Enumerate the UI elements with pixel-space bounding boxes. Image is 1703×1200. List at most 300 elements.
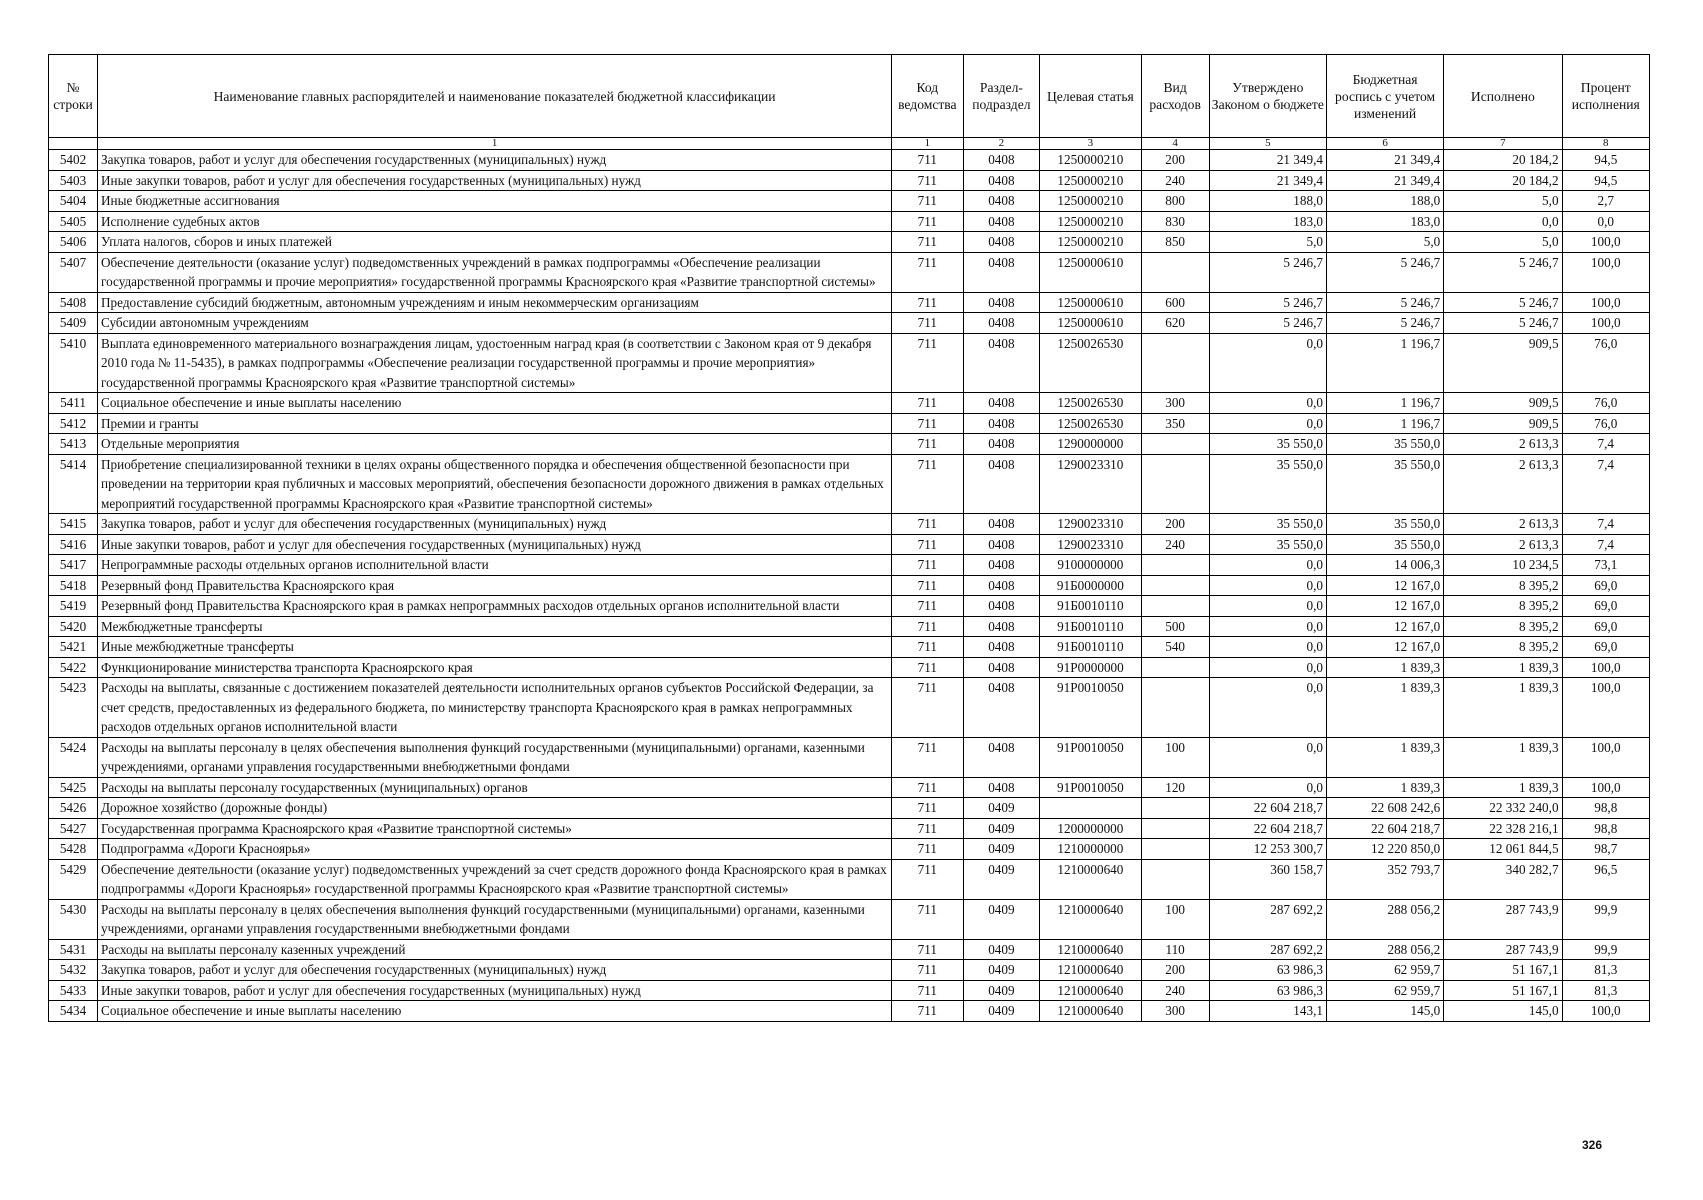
table-row: [49, 434, 1650, 455]
dept-code: 711: [892, 798, 963, 819]
row-number: 5434: [49, 1001, 98, 1022]
section-code: 0408: [963, 777, 1040, 798]
row-number: 5409: [49, 313, 98, 334]
target-code: 9100000000: [1040, 555, 1141, 576]
row-number: 5421: [49, 637, 98, 658]
expense-type: 100: [1141, 737, 1209, 777]
section-code: 0408: [963, 616, 1040, 637]
execution-percent: 98,7: [1562, 839, 1649, 860]
budget-table: [48, 54, 1650, 1022]
row-number: 5412: [49, 413, 98, 434]
budget-sheet: [48, 54, 1650, 1022]
section-code: 0408: [963, 413, 1040, 434]
section-code: 0408: [963, 232, 1040, 253]
section-code: 0409: [963, 960, 1040, 981]
revised-amount: 12 167,0: [1326, 616, 1443, 637]
execution-percent: 7,4: [1562, 434, 1649, 455]
column-number: 8: [1562, 138, 1649, 150]
target-code: 1210000640: [1040, 1001, 1141, 1022]
target-code: 1250000210: [1040, 170, 1141, 191]
table-row: [49, 980, 1650, 1001]
expense-type: 620: [1141, 313, 1209, 334]
row-name: Предоставление субсидий бюджетным, автономным учреждениям и иным некоммерческим организациям: [98, 292, 892, 313]
target-code: 1250000610: [1040, 313, 1141, 334]
table-row: [49, 170, 1650, 191]
expense-type: [1141, 252, 1209, 292]
approved-amount: 35 550,0: [1209, 514, 1326, 535]
executed-amount: 8 395,2: [1444, 575, 1562, 596]
revised-amount: 35 550,0: [1326, 534, 1443, 555]
executed-amount: 22 328 216,1: [1444, 818, 1562, 839]
approved-amount: 0,0: [1209, 737, 1326, 777]
executed-amount: 8 395,2: [1444, 596, 1562, 617]
dept-code: 711: [892, 657, 963, 678]
column-number: 7: [1444, 138, 1562, 150]
section-code: 0408: [963, 657, 1040, 678]
row-number: 5411: [49, 393, 98, 414]
executed-amount: 287 743,9: [1444, 899, 1562, 939]
row-number: 5410: [49, 333, 98, 393]
header-row-no: № строки: [49, 55, 98, 138]
table-row: [49, 575, 1650, 596]
execution-percent: 99,9: [1562, 899, 1649, 939]
target-code: 1210000000: [1040, 839, 1141, 860]
revised-amount: 1 196,7: [1326, 393, 1443, 414]
revised-amount: 35 550,0: [1326, 454, 1443, 514]
execution-percent: 76,0: [1562, 333, 1649, 393]
section-code: 0408: [963, 575, 1040, 596]
executed-amount: 2 613,3: [1444, 514, 1562, 535]
target-code: 1290023310: [1040, 514, 1141, 535]
row-name: Приобретение специализированной техники в целях охраны общественного порядка и обеспечения общественной безопасности при проведении на территории края публичных и массовых мероприятий, обеспечения безопасности дорожного движения в рамках отдельных мероприятий государственной программы Красноярского края «Развитие транспортной системы»: [98, 454, 892, 514]
executed-amount: 5 246,7: [1444, 252, 1562, 292]
executed-amount: 1 839,3: [1444, 678, 1562, 738]
row-number: 5403: [49, 170, 98, 191]
approved-amount: 21 349,4: [1209, 170, 1326, 191]
dept-code: 711: [892, 555, 963, 576]
table-body: [49, 150, 1650, 1022]
revised-amount: 21 349,4: [1326, 150, 1443, 171]
section-code: 0409: [963, 1001, 1040, 1022]
revised-amount: 21 349,4: [1326, 170, 1443, 191]
revised-amount: 1 839,3: [1326, 678, 1443, 738]
revised-amount: 12 220 850,0: [1326, 839, 1443, 860]
row-number: 5408: [49, 292, 98, 313]
revised-amount: 1 839,3: [1326, 777, 1443, 798]
row-name: Социальное обеспечение и иные выплаты населению: [98, 393, 892, 414]
expense-type: [1141, 575, 1209, 596]
executed-amount: 20 184,2: [1444, 170, 1562, 191]
table-row: [49, 678, 1650, 738]
approved-amount: 35 550,0: [1209, 454, 1326, 514]
dept-code: 711: [892, 859, 963, 899]
execution-percent: 96,5: [1562, 859, 1649, 899]
section-code: 0408: [963, 637, 1040, 658]
table-row: [49, 150, 1650, 171]
table-row: [49, 211, 1650, 232]
expense-type: 240: [1141, 534, 1209, 555]
execution-percent: 2,7: [1562, 191, 1649, 212]
table-row: [49, 899, 1650, 939]
dept-code: 711: [892, 777, 963, 798]
column-number: 1: [892, 138, 963, 150]
table-row: [49, 514, 1650, 535]
dept-code: 711: [892, 939, 963, 960]
table-row: [49, 333, 1650, 393]
revised-amount: 5,0: [1326, 232, 1443, 253]
approved-amount: 0,0: [1209, 393, 1326, 414]
expense-type: 800: [1141, 191, 1209, 212]
row-name: Обеспечение деятельности (оказание услуг) подведомственных учреждений за счет средств дорожного фонда Красноярского края в рамках подпрограммы «Дороги Красноярья» государственной программы Красноярского края «Развитие транспортной системы»: [98, 859, 892, 899]
executed-amount: 2 613,3: [1444, 434, 1562, 455]
table-row: [49, 534, 1650, 555]
column-number: 1: [98, 138, 892, 150]
executed-amount: 909,5: [1444, 393, 1562, 414]
expense-type: 120: [1141, 777, 1209, 798]
revised-amount: 1 196,7: [1326, 413, 1443, 434]
target-code: 91Б0010110: [1040, 616, 1141, 637]
row-number: 5433: [49, 980, 98, 1001]
row-number: 5431: [49, 939, 98, 960]
execution-percent: 100,0: [1562, 232, 1649, 253]
expense-type: 100: [1141, 899, 1209, 939]
dept-code: 711: [892, 839, 963, 860]
revised-amount: 352 793,7: [1326, 859, 1443, 899]
section-code: 0408: [963, 170, 1040, 191]
executed-amount: 909,5: [1444, 413, 1562, 434]
dept-code: 711: [892, 678, 963, 738]
table-row: [49, 1001, 1650, 1022]
dept-code: 711: [892, 616, 963, 637]
header-revised: Бюджетная роспись с учетом изменений: [1326, 55, 1443, 138]
target-code: 91Б0010110: [1040, 596, 1141, 617]
section-code: 0408: [963, 313, 1040, 334]
target-code: 1250000210: [1040, 191, 1141, 212]
row-name: Обеспечение деятельности (оказание услуг) подведомственных учреждений в рамках подпрограммы «Обеспечение реализации государственной программы и прочие мероприятия» государственной программы Красноярского края «Развитие транспортной системы»: [98, 252, 892, 292]
target-code: 1210000640: [1040, 939, 1141, 960]
table-row: [49, 777, 1650, 798]
executed-amount: 8 395,2: [1444, 637, 1562, 658]
dept-code: 711: [892, 393, 963, 414]
approved-amount: 5 246,7: [1209, 292, 1326, 313]
row-name: Иные закупки товаров, работ и услуг для обеспечения государственных (муниципальных) нужд: [98, 170, 892, 191]
expense-type: 240: [1141, 980, 1209, 1001]
target-code: 91Р0010050: [1040, 737, 1141, 777]
target-code: 1250000610: [1040, 252, 1141, 292]
column-number: [49, 138, 98, 150]
execution-percent: 73,1: [1562, 555, 1649, 576]
revised-amount: 35 550,0: [1326, 514, 1443, 535]
expense-type: 240: [1141, 170, 1209, 191]
expense-type: 830: [1141, 211, 1209, 232]
execution-percent: 94,5: [1562, 170, 1649, 191]
approved-amount: 0,0: [1209, 413, 1326, 434]
header-target: Целевая статья: [1040, 55, 1141, 138]
approved-amount: 287 692,2: [1209, 899, 1326, 939]
row-number: 5420: [49, 616, 98, 637]
header-exp-type: Вид расходов: [1141, 55, 1209, 138]
approved-amount: 188,0: [1209, 191, 1326, 212]
row-number: 5426: [49, 798, 98, 819]
row-name: Подпрограмма «Дороги Красноярья»: [98, 839, 892, 860]
revised-amount: 183,0: [1326, 211, 1443, 232]
dept-code: 711: [892, 413, 963, 434]
section-code: 0408: [963, 555, 1040, 576]
row-name: Государственная программа Красноярского края «Развитие транспортной системы»: [98, 818, 892, 839]
dept-code: 711: [892, 980, 963, 1001]
header-percent: Процент исполнения: [1562, 55, 1649, 138]
approved-amount: 183,0: [1209, 211, 1326, 232]
table-row: [49, 637, 1650, 658]
execution-percent: 81,3: [1562, 980, 1649, 1001]
revised-amount: 5 246,7: [1326, 252, 1443, 292]
table-row: [49, 960, 1650, 981]
expense-type: 110: [1141, 939, 1209, 960]
row-number: 5429: [49, 859, 98, 899]
table-row: [49, 818, 1650, 839]
target-code: 91Б0000000: [1040, 575, 1141, 596]
executed-amount: 22 332 240,0: [1444, 798, 1562, 819]
revised-amount: 188,0: [1326, 191, 1443, 212]
table-row: [49, 393, 1650, 414]
approved-amount: 0,0: [1209, 657, 1326, 678]
section-code: 0408: [963, 678, 1040, 738]
approved-amount: 35 550,0: [1209, 534, 1326, 555]
executed-amount: 287 743,9: [1444, 939, 1562, 960]
dept-code: 711: [892, 252, 963, 292]
section-code: 0408: [963, 252, 1040, 292]
row-number: 5422: [49, 657, 98, 678]
approved-amount: 63 986,3: [1209, 980, 1326, 1001]
revised-amount: 62 959,7: [1326, 960, 1443, 981]
section-code: 0408: [963, 596, 1040, 617]
row-number: 5413: [49, 434, 98, 455]
row-name: Выплата единовременного материального вознаграждения лицам, удостоенным наград края (в соответствии с Законом края от 9 декабря 2010 года № 11-5435), в рамках подпрограммы «Обеспечение реализации государственной программы и прочие мероприятия» государственной программы Красноярского края «Развитие транспортной системы»: [98, 333, 892, 393]
dept-code: 711: [892, 534, 963, 555]
section-code: 0408: [963, 454, 1040, 514]
expense-type: [1141, 454, 1209, 514]
dept-code: 711: [892, 454, 963, 514]
execution-percent: 100,0: [1562, 657, 1649, 678]
target-code: 1290000000: [1040, 434, 1141, 455]
row-number: 5428: [49, 839, 98, 860]
execution-percent: 7,4: [1562, 514, 1649, 535]
row-number: 5402: [49, 150, 98, 171]
table-row: [49, 798, 1650, 819]
section-code: 0408: [963, 191, 1040, 212]
row-name: Дорожное хозяйство (дорожные фонды): [98, 798, 892, 819]
target-code: 1210000640: [1040, 960, 1141, 981]
row-name: Иные бюджетные ассигнования: [98, 191, 892, 212]
revised-amount: 1 839,3: [1326, 737, 1443, 777]
dept-code: 711: [892, 960, 963, 981]
target-code: 1200000000: [1040, 818, 1141, 839]
approved-amount: 0,0: [1209, 777, 1326, 798]
revised-amount: 14 006,3: [1326, 555, 1443, 576]
row-number: 5430: [49, 899, 98, 939]
expense-type: [1141, 818, 1209, 839]
expense-type: [1141, 657, 1209, 678]
row-number: 5407: [49, 252, 98, 292]
row-name: Резервный фонд Правительства Красноярского края: [98, 575, 892, 596]
revised-amount: 12 167,0: [1326, 575, 1443, 596]
target-code: 91Р0010050: [1040, 678, 1141, 738]
row-number: 5405: [49, 211, 98, 232]
revised-amount: 288 056,2: [1326, 939, 1443, 960]
executed-amount: 1 839,3: [1444, 777, 1562, 798]
row-number: 5414: [49, 454, 98, 514]
approved-amount: 0,0: [1209, 596, 1326, 617]
approved-amount: 0,0: [1209, 616, 1326, 637]
expense-type: 300: [1141, 393, 1209, 414]
row-number: 5419: [49, 596, 98, 617]
execution-percent: 94,5: [1562, 150, 1649, 171]
execution-percent: 69,0: [1562, 637, 1649, 658]
execution-percent: 98,8: [1562, 798, 1649, 819]
executed-amount: 145,0: [1444, 1001, 1562, 1022]
section-code: 0408: [963, 434, 1040, 455]
column-number: 6: [1326, 138, 1443, 150]
header-approved: Утверждено Законом о бюджете: [1209, 55, 1326, 138]
expense-type: [1141, 434, 1209, 455]
dept-code: 711: [892, 191, 963, 212]
revised-amount: 1 196,7: [1326, 333, 1443, 393]
dept-code: 711: [892, 434, 963, 455]
execution-percent: 100,0: [1562, 737, 1649, 777]
execution-percent: 76,0: [1562, 413, 1649, 434]
target-code: 1290023310: [1040, 534, 1141, 555]
section-code: 0409: [963, 798, 1040, 819]
table-row: [49, 232, 1650, 253]
table-row: [49, 191, 1650, 212]
dept-code: 711: [892, 292, 963, 313]
execution-percent: 98,8: [1562, 818, 1649, 839]
executed-amount: 8 395,2: [1444, 616, 1562, 637]
execution-percent: 100,0: [1562, 1001, 1649, 1022]
section-code: 0408: [963, 292, 1040, 313]
dept-code: 711: [892, 211, 963, 232]
row-name: Закупка товаров, работ и услуг для обеспечения государственных (муниципальных) нужд: [98, 514, 892, 535]
row-name: Закупка товаров, работ и услуг для обеспечения государственных (муниципальных) нужд: [98, 150, 892, 171]
execution-percent: 69,0: [1562, 596, 1649, 617]
approved-amount: 0,0: [1209, 678, 1326, 738]
executed-amount: 5,0: [1444, 191, 1562, 212]
header-dept-code: Код ведомства: [892, 55, 963, 138]
execution-percent: 7,4: [1562, 454, 1649, 514]
execution-percent: 76,0: [1562, 393, 1649, 414]
section-code: 0408: [963, 534, 1040, 555]
target-code: 1210000640: [1040, 899, 1141, 939]
row-number: 5404: [49, 191, 98, 212]
target-code: 1210000640: [1040, 859, 1141, 899]
dept-code: 711: [892, 232, 963, 253]
approved-amount: 22 604 218,7: [1209, 818, 1326, 839]
revised-amount: 288 056,2: [1326, 899, 1443, 939]
row-name: Социальное обеспечение и иные выплаты населению: [98, 1001, 892, 1022]
target-code: 1250026530: [1040, 333, 1141, 393]
table-row: [49, 252, 1650, 292]
row-number: 5417: [49, 555, 98, 576]
section-code: 0409: [963, 839, 1040, 860]
expense-type: [1141, 798, 1209, 819]
table-row: [49, 292, 1650, 313]
approved-amount: 21 349,4: [1209, 150, 1326, 171]
row-name: Резервный фонд Правительства Красноярского края в рамках непрограммных расходов отдельных органов исполнительной власти: [98, 596, 892, 617]
executed-amount: 5 246,7: [1444, 292, 1562, 313]
column-number: 3: [1040, 138, 1141, 150]
table-row: [49, 839, 1650, 860]
executed-amount: 909,5: [1444, 333, 1562, 393]
table-row: [49, 596, 1650, 617]
revised-amount: 22 604 218,7: [1326, 818, 1443, 839]
dept-code: 711: [892, 333, 963, 393]
executed-amount: 0,0: [1444, 211, 1562, 232]
row-name: Межбюджетные трансферты: [98, 616, 892, 637]
column-number: 5: [1209, 138, 1326, 150]
row-name: Расходы на выплаты персоналу государственных (муниципальных) органов: [98, 777, 892, 798]
executed-amount: 2 613,3: [1444, 454, 1562, 514]
approved-amount: 287 692,2: [1209, 939, 1326, 960]
header-row: [49, 55, 1650, 138]
executed-amount: 12 061 844,5: [1444, 839, 1562, 860]
dept-code: 711: [892, 150, 963, 171]
row-number: 5432: [49, 960, 98, 981]
target-code: 1250000210: [1040, 232, 1141, 253]
approved-amount: 0,0: [1209, 575, 1326, 596]
target-code: 1250000210: [1040, 150, 1141, 171]
expense-type: [1141, 678, 1209, 738]
expense-type: 500: [1141, 616, 1209, 637]
execution-percent: 100,0: [1562, 678, 1649, 738]
approved-amount: 0,0: [1209, 555, 1326, 576]
section-code: 0408: [963, 211, 1040, 232]
approved-amount: 12 253 300,7: [1209, 839, 1326, 860]
executed-amount: 20 184,2: [1444, 150, 1562, 171]
expense-type: [1141, 333, 1209, 393]
approved-amount: 360 158,7: [1209, 859, 1326, 899]
execution-percent: 100,0: [1562, 777, 1649, 798]
table-row: [49, 939, 1650, 960]
row-name: Иные закупки товаров, работ и услуг для обеспечения государственных (муниципальных) нужд: [98, 980, 892, 1001]
approved-amount: 143,1: [1209, 1001, 1326, 1022]
row-number: 5416: [49, 534, 98, 555]
execution-percent: 100,0: [1562, 313, 1649, 334]
table-row: [49, 616, 1650, 637]
row-name: Субсидии автономным учреждениям: [98, 313, 892, 334]
dept-code: 711: [892, 596, 963, 617]
table-row: [49, 413, 1650, 434]
expense-type: 540: [1141, 637, 1209, 658]
row-number: 5415: [49, 514, 98, 535]
table-row: [49, 859, 1650, 899]
executed-amount: 51 167,1: [1444, 960, 1562, 981]
row-name: Расходы на выплаты персоналу казенных учреждений: [98, 939, 892, 960]
header-name: Наименование главных распорядителей и наименование показателей бюджетной классификации: [98, 55, 892, 138]
execution-percent: 99,9: [1562, 939, 1649, 960]
revised-amount: 62 959,7: [1326, 980, 1443, 1001]
section-code: 0408: [963, 150, 1040, 171]
expense-type: [1141, 555, 1209, 576]
target-code: 1250026530: [1040, 393, 1141, 414]
target-code: 1290023310: [1040, 454, 1141, 514]
expense-type: 850: [1141, 232, 1209, 253]
executed-amount: 5 246,7: [1444, 313, 1562, 334]
row-name: Расходы на выплаты персоналу в целях обеспечения выполнения функций государственными (муниципальными) органами, казенными учреждениями, органами управления государственными внебюджетными фондами: [98, 737, 892, 777]
dept-code: 711: [892, 899, 963, 939]
expense-type: 200: [1141, 960, 1209, 981]
dept-code: 711: [892, 313, 963, 334]
dept-code: 711: [892, 170, 963, 191]
